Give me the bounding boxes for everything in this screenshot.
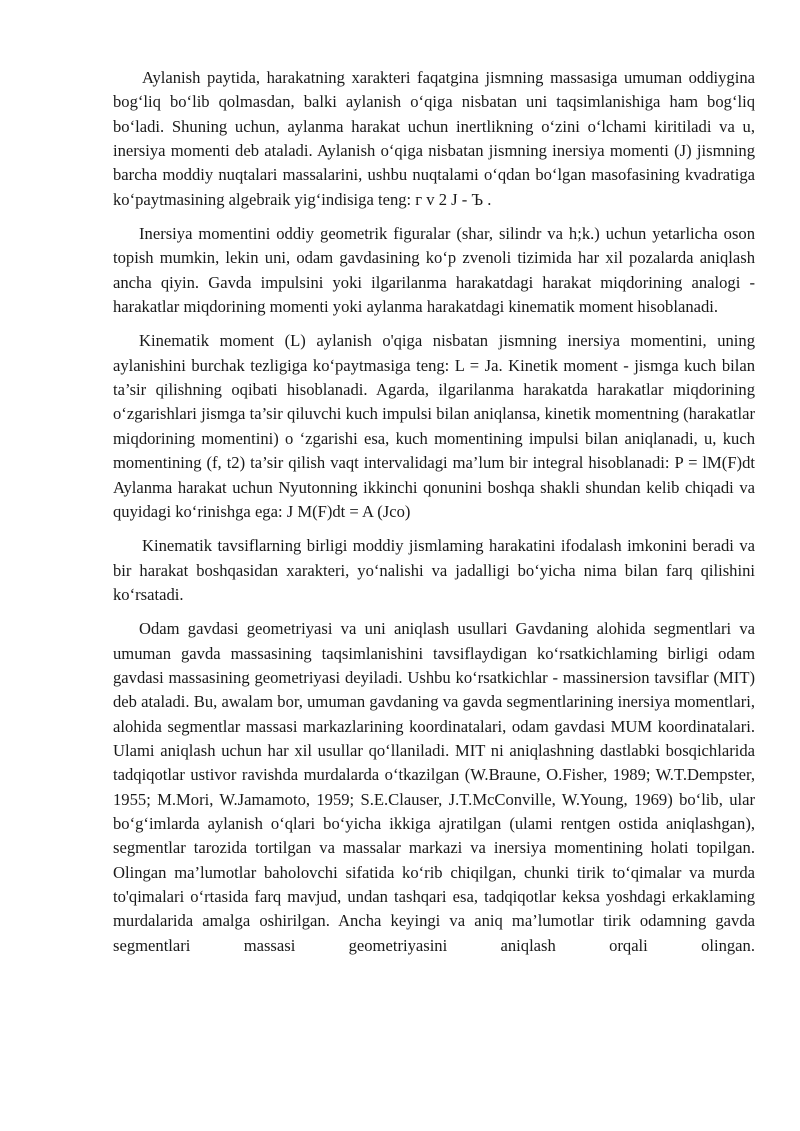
paragraph-body-geometry: Odam gavdasi geometriyasi va uni aniqlash usullari Gavdaning alohida segmentlari va umuman gavda massasining taqsimlanishini tavsiflaydigan ko‘rsatkichlaming birligi odam gavdasi massasining geometriyasi deyiladi. Ushbu ko‘rsatkichlar - massinersion tavsiflar (MIT) deb ataladi. Bu, awalam bor, umuman gavdaning va gavda segmentlarining inersiya momentlari, alohida segmentlar massasi markazlarining koordinatalari, odam gavdasi MUM koordinatalari. Ulami aniqlash uchun har xil usullar qo‘llaniladi. MIT ni aniqlashning dastlabki bosqichlarida tadqiqotlar ustivor ravishda murdalarda o‘tkazilgan (W.Braune, O.Fisher, 1989; W.T.Dempster, 1955; M.Mori, W.Jamamoto, 1959; S.E.Clauser, J.T.McConville, W.Young, 1969) bo‘lib, ular bo‘g‘imlarda aylanish o‘qlari bo‘yicha ikkiga ajratilgan (ulami rentgen ostida aniqlashgan), segmentlar tarozida tortilgan va massalar markazi va inersiya momentining holati topilgan. Olingan ma’lumotlar baholovchi sifatida ko‘rib chiqilgan, chunki tirik to‘qimalar va murda to'qimalari o‘rtasida farq mavjud, undan tashqari esa, tadqiqotlar keksa yoshdagi erkaklaming murdalarida amalga oshirilgan. Ancha keyingi va aniq ma’lumotlar tirik odamning gavda segmentlari massasi geometriyasini aniqlash orqali olingan. [113, 619, 755, 955]
paragraph-inertia-calculation: Inersiya momentini oddiy geometrik figuralar (shar, silindr va h;k.) uchun yetarlicha oson topish mumkin, lekin uni, odam gavdasining ko‘p zvenoli tizimida har xil pozalarda aniqlash ancha qiyin. Gavda impulsini yoki ilgarilanma harakatdagi harakat miqdorining analogi - harakatlar miqdorining momenti yoki aylanma harakatdagi kinematik moment hisoblanadi. [113, 224, 755, 317]
paragraph-inertia-intro: Aylanish paytida, harakatning xarakteri faqatgina jismning massasiga umuman oddiygina bog‘liq bo‘lib qolmasdan, balki aylanish o‘qiga nisbatan uni taqsimlanishiga ham bog‘liq bo‘ladi. Shuning uchun, aylanma harakat uchun inertlikning o‘zini o‘lchami kiritiladi va u, inersiya momenti deb ataladi. Aylanish o‘qiga nisbatan jismning inersiya momenti (J) jismning barcha moddiy nuqtalari massalarini, ushbu nuqtalami o‘qdan bo‘lgan masofasining kvadratiga ko‘paytmasining algebraik yig‘indisiga teng: г v 2 J - Ъ . [113, 68, 755, 209]
document-page [113, 66, 755, 958]
paragraph-kinematic-moment: Kinematik moment (L) aylanish o'qiga nisbatan jismning inersiya momentini, uning aylanishini burchak tezligiga ko‘paytmasiga teng: L = Ja. Kinetik moment - jismga kuch bilan ta’sir qilishning oqibati hisoblanadi. Agarda, ilgarilanma harakatda harakatlar miqdorining o‘zgarishlari jismga ta’sir qiluvchi kuch impulsi bilan aniqlansa, kinetik momentning (harakatlar miqdorining momentini) o ‘zgarishi esa, kuch momentining impulsi bilan aniqlanadi, u, kuch momentining (f, t2) ta’sir qilish vaqt intervalidagi ma’lum bir integral hisoblanadi: P = lM(F)dt Aylanma harakat uchun Nyutonning ikkinchi qonunini boshqa shakli shundan kelib chiqadi va quyidagi ko‘rinishga ega: J M(F)dt = A (Jco) [113, 331, 755, 521]
paragraph-kinematic-characteristics: Kinematik tavsiflarning birligi moddiy jismlaming harakatini ifodalash imkonini beradi va bir harakat boshqasidan xarakteri, yo‘nalishi va jadalligi bo‘yicha nima bilan farq qilishini ko‘rsatadi. [113, 536, 755, 604]
